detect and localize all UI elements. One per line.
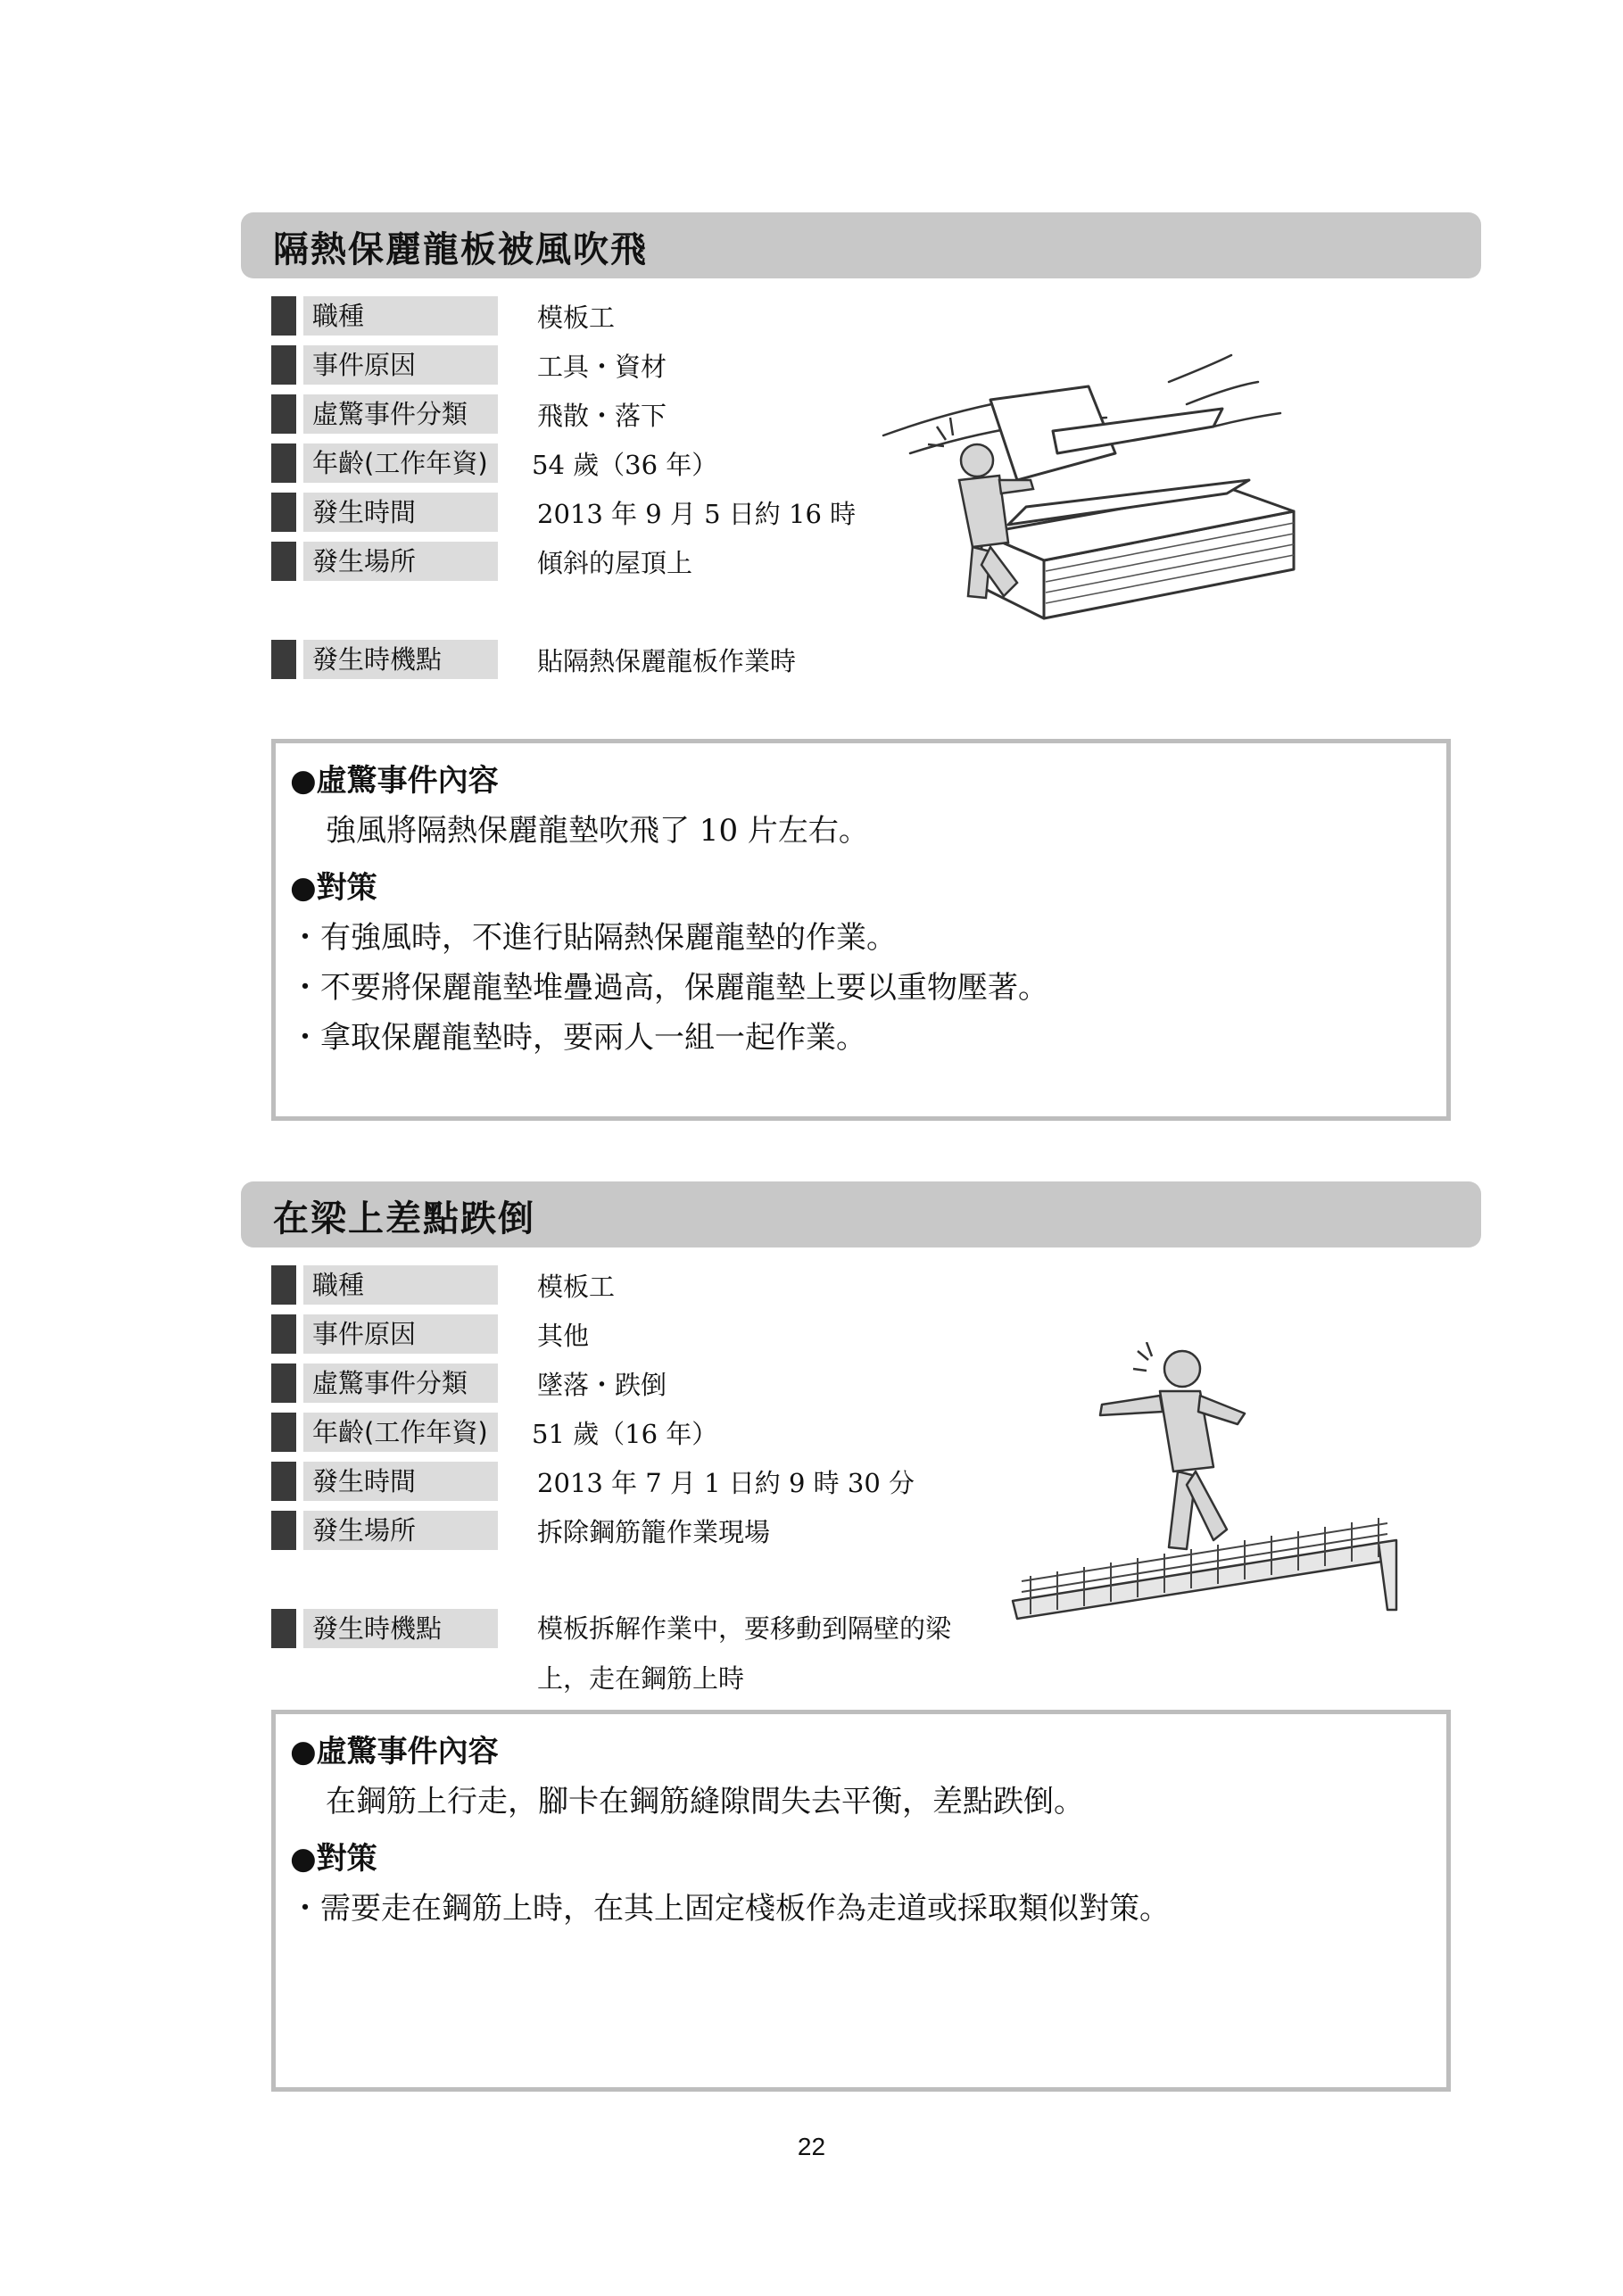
section-title-bar xyxy=(241,212,1481,278)
info-label: 職種 xyxy=(303,296,498,336)
info-value: 傾斜的屋頂上 xyxy=(537,548,693,578)
incident-detail-box xyxy=(271,739,1451,1121)
info-label: 年齡(工作年資) xyxy=(303,1413,498,1452)
row-marker xyxy=(271,1413,296,1452)
wind-blown-boards-illustration xyxy=(874,346,1347,632)
measures-heading: ●對策 xyxy=(290,870,377,906)
info-value: 54 歲（36 年） xyxy=(532,450,718,480)
row-marker xyxy=(271,640,296,679)
measure-item: ・拿取保麗龍墊時，要兩人一組一起作業。 xyxy=(290,1020,866,1056)
info-value: 拆除鋼筋籠作業現場 xyxy=(537,1517,771,1547)
info-label: 年齡(工作年資) xyxy=(303,443,498,483)
info-label: 發生時機點 xyxy=(303,1609,498,1648)
measures-heading: ●對策 xyxy=(290,1841,377,1877)
row-marker xyxy=(271,1314,296,1354)
info-value: 模板拆解作業中，要移動到隔壁的梁上，走在鋼筋上時 xyxy=(537,1613,952,1694)
info-label: 發生場所 xyxy=(303,542,498,581)
row-marker xyxy=(271,1511,296,1550)
incident-section-2 xyxy=(241,1181,1481,2092)
content-heading: ●虛驚事件內容 xyxy=(290,763,499,799)
info-label: 虛驚事件分類 xyxy=(303,394,498,434)
info-label: 虛驚事件分類 xyxy=(303,1364,498,1403)
info-value: 飛散・落下 xyxy=(537,401,667,431)
row-marker xyxy=(271,1462,296,1501)
info-label: 事件原因 xyxy=(303,345,498,385)
info-value: 2013 年 7 月 1 日約 9 時 30 分 xyxy=(537,1468,915,1498)
row-marker xyxy=(271,394,296,434)
section-title: 在梁上差點跌倒 xyxy=(273,1198,535,1239)
info-value: 工具・資材 xyxy=(537,352,667,382)
row-marker xyxy=(271,296,296,336)
row-marker xyxy=(271,1364,296,1403)
info-label: 發生時間 xyxy=(303,493,498,532)
row-marker xyxy=(271,443,296,483)
incident-content: 強風將隔熱保麗龍墊吹飛了 10 片左右。 xyxy=(326,813,869,849)
info-value: 51 歲（16 年） xyxy=(532,1419,718,1449)
info-value: 模板工 xyxy=(537,1272,616,1302)
info-value: 貼隔熱保麗龍板作業時 xyxy=(537,646,797,676)
info-label: 發生時機點 xyxy=(303,640,498,679)
page-number: 22 xyxy=(797,2133,826,2160)
measure-item: ・需要走在鋼筋上時，在其上固定棧板作為走道或採取類似對策。 xyxy=(290,1891,1170,1927)
row-marker xyxy=(271,345,296,385)
measure-item: ・有強風時，不進行貼隔熱保麗龍墊的作業。 xyxy=(290,920,897,956)
incident-detail-box xyxy=(271,1710,1451,2092)
info-value: 2013 年 9 月 5 日約 16 時 xyxy=(537,499,857,529)
row-marker xyxy=(271,1609,296,1648)
row-marker xyxy=(271,1265,296,1305)
info-label: 職種 xyxy=(303,1265,498,1305)
row-marker xyxy=(271,542,296,581)
section-title-bar xyxy=(241,1181,1481,1247)
stumbling-on-rebar-illustration xyxy=(1004,1342,1414,1645)
incident-section-1 xyxy=(241,212,1481,1123)
incident-content: 在鋼筋上行走，腳卡在鋼筋縫隙間失去平衡，差點跌倒。 xyxy=(326,1784,1084,1819)
row-marker xyxy=(271,493,296,532)
measure-item: ・不要將保麗龍墊堆疊過高，保麗龍墊上要以重物壓著。 xyxy=(290,970,1048,1006)
info-label: 事件原因 xyxy=(303,1314,498,1354)
info-value: 墜落・跌倒 xyxy=(537,1370,667,1400)
info-value: 其他 xyxy=(537,1321,590,1351)
info-label: 發生時間 xyxy=(303,1462,498,1501)
info-label: 發生場所 xyxy=(303,1511,498,1550)
info-value: 模板工 xyxy=(537,303,616,333)
section-title: 隔熱保麗龍板被風吹飛 xyxy=(273,229,648,270)
content-heading: ●虛驚事件內容 xyxy=(290,1734,499,1770)
